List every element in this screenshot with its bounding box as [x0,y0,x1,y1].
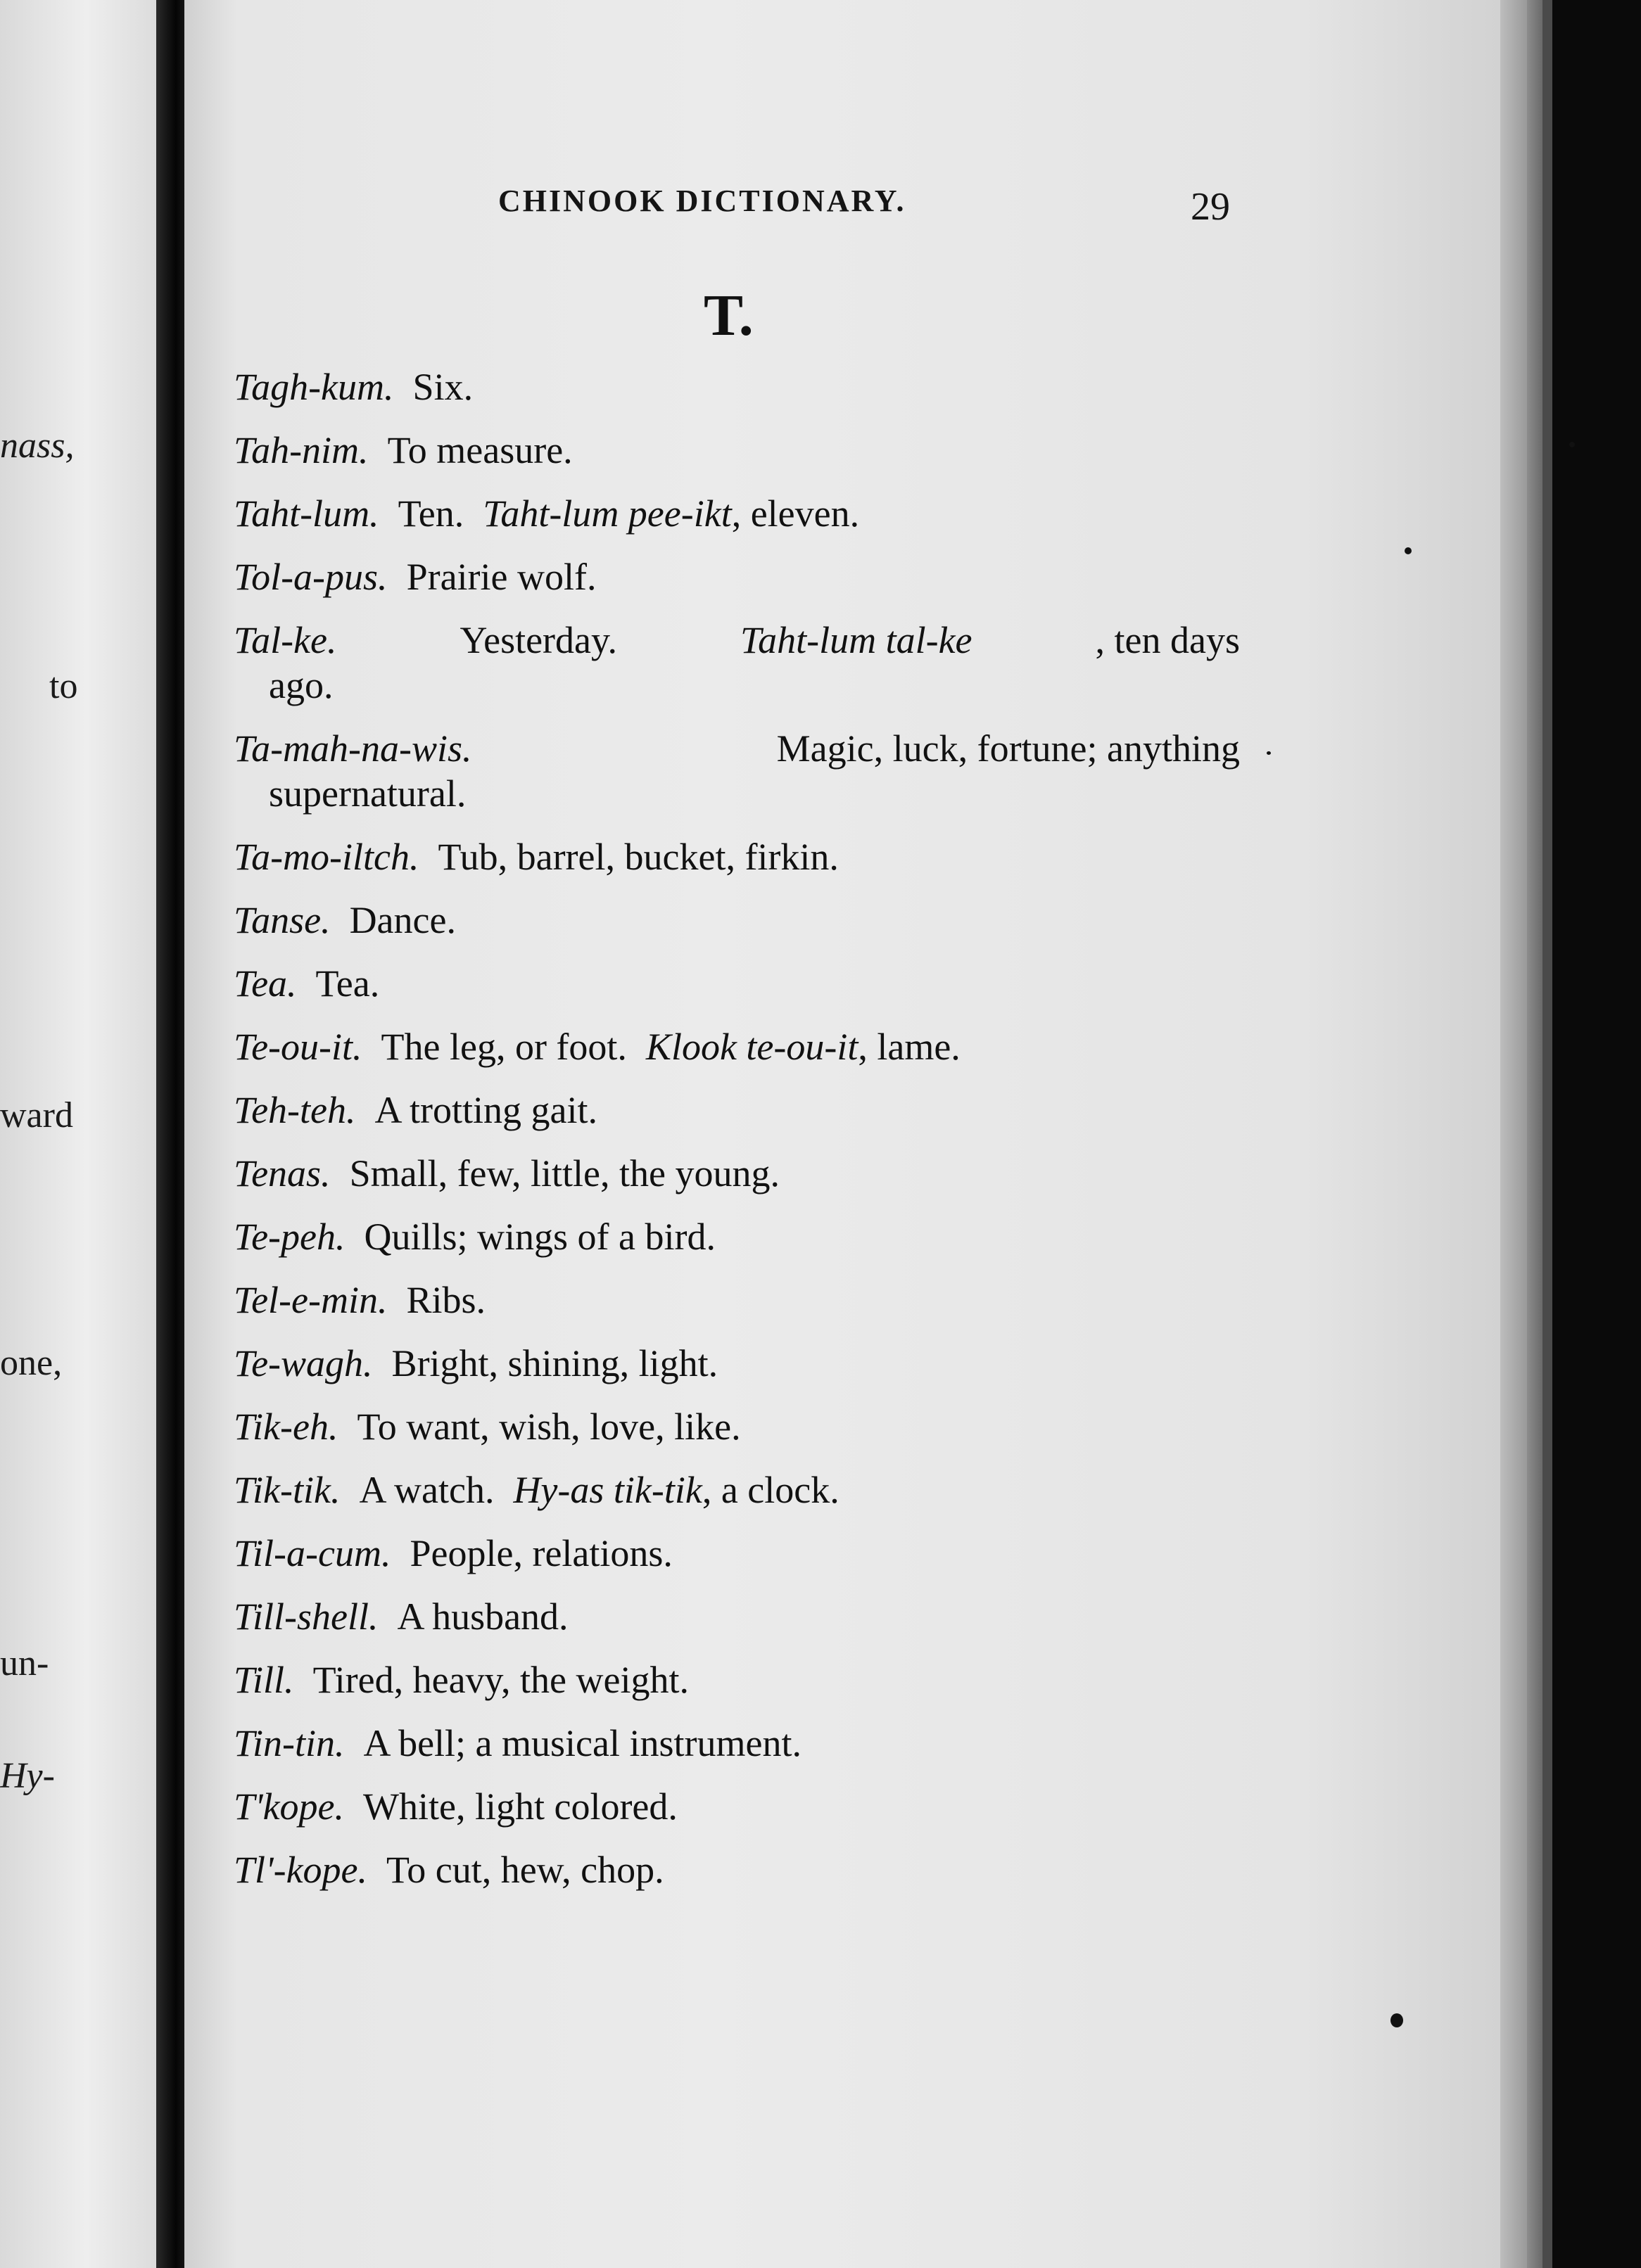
page-stack-edges [1500,0,1641,2268]
headword: Tea. [234,962,297,1005]
ink-speck [1390,2013,1403,2027]
entry-continuation: ago. [269,664,334,706]
headword: Tin-tin. [234,1722,345,1764]
headword: Tagh-kum. [234,366,394,408]
dictionary-entry [234,1838,1240,1901]
headword: Till-shell. [234,1595,379,1638]
headword: Til-a-cum. [234,1532,391,1574]
left-page-fragment: un- [0,1643,49,1683]
dictionary-entry [234,1585,1240,1648]
dictionary-entry [234,355,1240,419]
dictionary-entry [234,1332,1240,1395]
left-page-fragment: nass, [0,426,75,466]
example-gloss: , ten days [1095,619,1240,661]
definition: Small, few, little, the young. [349,1152,780,1194]
dictionary-entry [234,717,1240,825]
left-page-fragment: to [49,666,78,706]
headword: Taht-lum. [234,492,379,535]
headword: Tel-e-min. [234,1279,388,1321]
headword: Tanse. [234,899,331,941]
dictionary-entry [234,609,1240,717]
left-page-fragment: Hy- [0,1756,55,1796]
headword: Ta-mah-na-wis. [234,727,472,770]
entry-continuation: supernatural. [269,772,467,815]
definition: Tub, barrel, bucket, firkin. [438,836,839,878]
example-phrase: Taht-lum pee-ikt [483,492,732,535]
definition: A watch. [359,1469,495,1511]
definition: Yesterday. [460,619,618,661]
example-phrase: Klook te-ou-it [645,1026,858,1068]
left-page-fragment: ward [0,1095,73,1135]
definition: Ten. [398,492,464,535]
ink-speck [1405,547,1412,554]
dictionary-entry [234,1205,1240,1268]
ink-speck [1267,751,1271,755]
left-facing-page [0,0,156,2268]
headword: Tik-tik. [234,1469,341,1511]
definition: The leg, or foot. [381,1026,627,1068]
dictionary-entry [234,1458,1240,1522]
running-head: CHINOOK DICTIONARY. [498,184,906,218]
dictionary-entry [234,1648,1240,1712]
headword: Te-ou-it. [234,1026,362,1068]
dictionary-entry [234,419,1240,482]
dictionary-entry [234,1522,1240,1585]
definition: Tea. [315,962,380,1005]
example-gloss: , lame. [858,1026,961,1068]
definition: To want, wish, love, like. [357,1406,741,1448]
dictionary-entry [234,952,1240,1015]
dictionary-entry [234,1015,1240,1078]
dictionary-entry [234,825,1240,888]
dictionary-entry [234,1078,1240,1142]
definition: White, light colored. [363,1785,678,1828]
definition: Six. [412,366,474,408]
definition: Magic, luck, fortune; anything [776,727,1240,770]
headword: Tol-a-pus. [234,556,388,598]
headword: Tah-nim. [234,429,369,471]
definition: People, relations. [410,1532,673,1574]
headword: Ta-mo-iltch. [234,836,419,878]
definition: Prairie wolf. [406,556,597,598]
headword: Till. [234,1659,294,1701]
headword: Tl'-kope. [234,1849,368,1891]
definition: A husband. [397,1595,569,1638]
entry-list [234,355,1240,1901]
definition: A trotting gait. [374,1089,597,1131]
dictionary-entry [234,1775,1240,1838]
headword: T'kope. [234,1785,345,1828]
headword: Teh-teh. [234,1089,356,1131]
headword: Tenas. [234,1152,331,1194]
definition: Quills; wings of a bird. [364,1216,716,1258]
definition: To measure. [387,429,573,471]
dictionary-entry [234,1395,1240,1458]
section-letter: T. [704,283,754,348]
dictionary-entry [234,1268,1240,1332]
headword: Tik-eh. [234,1406,338,1448]
ink-speck [1569,442,1575,447]
dictionary-entry [234,482,1240,545]
definition: A bell; a musical instrument. [363,1722,802,1764]
page-number: 29 [1191,185,1230,229]
example-phrase: Hy-as tik-tik [513,1469,702,1511]
headword: Te-wagh. [234,1342,373,1384]
dictionary-entry [234,1712,1240,1775]
left-page-fragment: one, [0,1343,63,1383]
definition: Ribs. [406,1279,486,1321]
definition: To cut, hew, chop. [386,1849,664,1891]
dictionary-entry [234,545,1240,609]
headword: Tal-ke. [234,619,337,661]
dictionary-entry [234,1142,1240,1205]
example-phrase: Taht-lum tal-ke [740,619,972,661]
definition: Dance. [349,899,456,941]
definition: Bright, shining, light. [391,1342,718,1384]
example-gloss: , a clock. [702,1469,839,1511]
definition: Tired, heavy, the weight. [312,1659,689,1701]
dictionary-entry [234,888,1240,952]
example-gloss: , eleven. [731,492,860,535]
headword: Te-peh. [234,1216,346,1258]
